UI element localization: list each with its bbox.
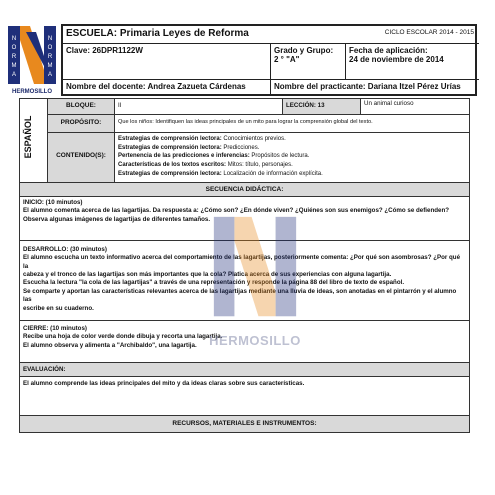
school-cycle: CICLO ESCOLAR 2014 - 2015 xyxy=(384,29,474,36)
start-line: El alumno comenta acerca de las lagartijas. Da respuesta a: ¿Cómo son? ¿En dónde viven? ¿Quiénes son sus enemigos? ¿Cómo se defienden? xyxy=(23,207,450,215)
svg-text:A: A xyxy=(11,72,17,78)
closing-line: El alumno observa y alimenta a "Archibaldo", una lagartija. xyxy=(23,341,197,349)
development-section xyxy=(20,241,469,321)
svg-text:R: R xyxy=(11,54,17,60)
logo-caption: HERMOSILLO xyxy=(12,89,52,95)
purpose-label: PROPÓSITO: xyxy=(48,115,115,133)
evaluation-text: El alumno comprende las ideas principales del mito y da ideas claras sobre sus características. xyxy=(20,377,469,416)
school-name: ESCUELA: Primaria Leyes de Reforma xyxy=(66,28,249,39)
school-header xyxy=(61,24,477,96)
lesson-title: Un animal curioso xyxy=(361,99,469,115)
contents-label: CONTENIDO(S): xyxy=(48,133,115,183)
subject-label: ESPAÑOL xyxy=(23,115,33,159)
block-value: II xyxy=(115,99,283,115)
teacher-name: Nombre del docente: Andrea Zazueta Cárdenas xyxy=(63,79,271,95)
closing-title: CIERRE: (10 minutos) xyxy=(23,325,87,332)
development-line: Escucha la lectura "la cola de las lagartijas" a través de una representación y responde la página 88 del libro de texto de español. xyxy=(23,279,405,287)
content-item: Características de los textos escritos: Mitos: título, personajes. xyxy=(118,162,293,169)
svg-text:A: A xyxy=(47,72,53,78)
normal-logo-icon xyxy=(6,22,58,92)
content-item: Estrategias de comprensión lectora: Conocimientos previos. xyxy=(118,136,286,142)
development-line: El alumno escucha un texto informativo acerca del comportamiento de las lagartijas, posteriormente comenta: ¿Por qué son asombrosas? ¿Por qué la xyxy=(23,254,461,270)
development-line: cabeza y el tronco de las lagartijas son más importantes que la cola? Platica acerca de sus experiencias con alguna lagartija. xyxy=(23,271,392,279)
watermark-text: HERMOSILLO xyxy=(209,333,301,348)
school-logo xyxy=(6,22,58,96)
svg-text:M: M xyxy=(47,63,53,69)
grade-group-label: Grado y Grupo: xyxy=(274,46,334,55)
svg-text:O: O xyxy=(47,45,53,51)
start-line: Observa algunas imágenes de lagartijas de diferentes tamaños. xyxy=(23,215,211,223)
development-line: escribe en su cuaderno. xyxy=(23,304,94,312)
application-date xyxy=(346,43,479,79)
start-title: INICIO: (10 minutos) xyxy=(23,199,83,206)
development-title: DESARROLLO: (30 minutos) xyxy=(23,246,107,253)
purpose-value: Que los niños: Identifiquen las ideas principales de un mito para lograr la comprensión global del texto. xyxy=(115,115,469,133)
development-line: Se comparte y aportan las características relevantes acerca de las lagartijas mediante una lluvia de ideas, son anotadas en el pintarrón y el alumno las xyxy=(23,287,457,304)
content-item: Estrategias de comprensión lectora: Localización de información explícita. xyxy=(118,170,323,177)
resources-heading: RECURSOS, MATERIALES E INSTRUMENTOS: xyxy=(20,416,469,432)
closing-line: Recibe una hoja de color verde donde dibuja y recorta una lagartija. xyxy=(23,333,223,341)
block-label: BLOQUE: xyxy=(48,99,115,115)
grade-group-value: 2 ° "A" xyxy=(274,55,300,64)
svg-text:O: O xyxy=(11,45,17,51)
grade-group xyxy=(271,43,346,79)
evaluation-heading: EVALUACIÓN: xyxy=(20,363,469,377)
content-item: Estrategias de comprensión lectora: Predicciones. xyxy=(118,144,260,151)
svg-text:R: R xyxy=(47,54,53,60)
contents-list xyxy=(115,133,469,183)
svg-text:N: N xyxy=(11,36,17,42)
application-date-label: Fecha de aplicación: xyxy=(349,46,428,55)
lesson-plan-table xyxy=(19,98,470,433)
school-code: Clave: 26DPR1122W xyxy=(63,43,271,79)
svg-text:M: M xyxy=(11,63,17,69)
start-section xyxy=(20,197,469,241)
application-date-value: 24 de noviembre de 2014 xyxy=(349,55,444,64)
content-item: Pertenencia de las predicciones e inferencias: Propósitos de lectura. xyxy=(118,153,310,160)
lesson-number: LECCIÓN: 13 xyxy=(283,99,361,115)
sequence-heading: SECUENCIA DIDÁCTICA: xyxy=(20,183,469,197)
practitioner-name: Nombre del practicante: Dariana Itzel Pérez Urías xyxy=(271,79,479,95)
svg-text:N: N xyxy=(47,36,53,42)
subject-cell xyxy=(20,99,48,183)
